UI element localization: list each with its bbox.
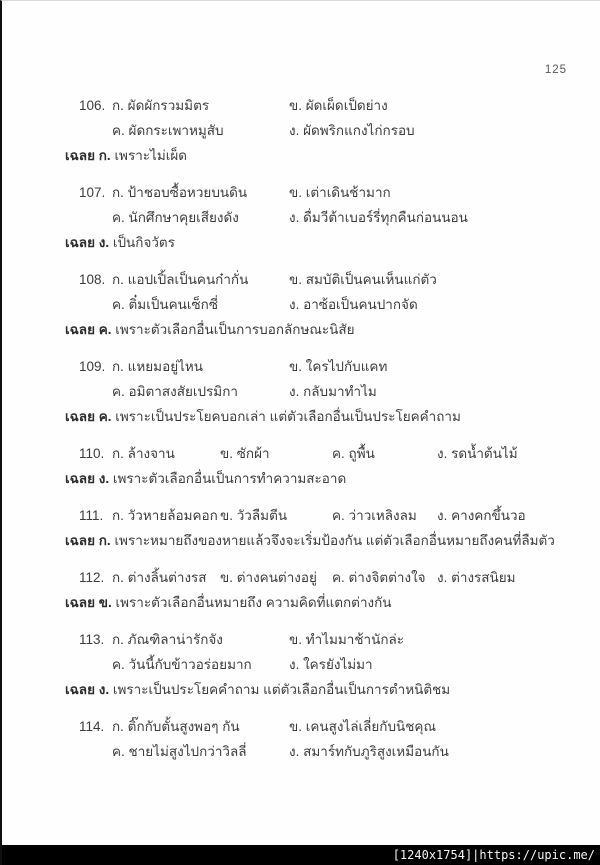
option-c: ค. อมิตาสงสัยเปรมิกา: [112, 384, 238, 399]
question-number: 109.: [79, 359, 106, 374]
answer-explanation: เพราะเป็นประโยคบอกเล่า แต่ตัวเลือกอื่นเป็นประโยคคำถาม: [115, 409, 461, 424]
option-b: ข. ต่างคนต่างอยู่: [220, 570, 317, 585]
answer-explanation: เป็นกิจวัตร: [112, 235, 175, 250]
answer-line: [65, 528, 572, 553]
answer-label: เฉลย ง.: [65, 682, 110, 697]
question-block-112: [65, 565, 572, 615]
indent-spacer: [65, 292, 112, 317]
option-c: ค. ผัดกระเพาหมูสับ: [112, 123, 224, 138]
answer-label: เฉลย ง.: [65, 235, 110, 250]
option-d: ง. กลับมาทำไม: [289, 384, 377, 399]
option-c: ค. ว่าวเหลิงลม: [332, 508, 417, 523]
question-block-109: [65, 354, 572, 429]
question-number: 111.: [79, 508, 104, 523]
option-c: ค. ชายไม่สูงไปกว่าวิลลี่: [112, 744, 247, 759]
image-host-watermark: [2, 845, 600, 865]
option-row: [65, 118, 572, 143]
option-d: ง. อาซ้อเป็นคนปากจัด: [289, 297, 418, 312]
option-row: [65, 180, 572, 205]
answer-line: [65, 317, 572, 342]
option-row: [65, 739, 572, 764]
option-a: ก. ล้างจาน: [112, 446, 175, 461]
answer-explanation: เพราะเป็นประโยคคำถาม แต่ตัวเลือกอื่นเป็นการตำหนิติชม: [112, 682, 451, 697]
answer-explanation: เพราะตัวเลือกอื่นเป็นการบอกลักษณะนิสัย: [115, 322, 355, 337]
option-b: ข. วัวลืมตีน: [220, 508, 288, 523]
option-row: [65, 93, 572, 118]
page-number: 125: [544, 64, 567, 76]
option-d: ง. คางคกขึ้นวอ: [437, 508, 526, 523]
question-block-108: [65, 267, 572, 342]
option-c: ค. ถูพื้น: [332, 446, 375, 461]
indent-spacer: [65, 118, 112, 143]
option-a: ก. วัวหายล้อมคอก: [112, 508, 218, 523]
option-b: ข. เต่าเดินช้ามาก: [289, 185, 391, 200]
option-a: ก. ต่างลิ้นต่างรส: [112, 570, 207, 585]
question-block-110: [65, 441, 572, 491]
option-row: [65, 503, 572, 528]
option-c: ค. ติ๋มเป็นคนเซ็กซี่: [112, 297, 218, 312]
indent-spacer: [65, 379, 112, 404]
question-number: 107.: [79, 185, 106, 200]
option-row: [65, 714, 572, 739]
option-b: ข. ซักผ้า: [220, 446, 270, 461]
answer-label: เฉลย ง.: [65, 471, 110, 486]
answer-sheet: [65, 93, 572, 776]
question-block-111: [65, 503, 572, 553]
option-row: [65, 205, 572, 230]
question-block-114: [65, 714, 572, 764]
question-number: 108.: [79, 272, 106, 287]
question-number: 114.: [79, 719, 105, 734]
option-a: ก. ผัดผักรวมมิตร: [112, 98, 210, 113]
option-a: ก. แหยมอยู่ไหน: [112, 359, 204, 374]
option-b: ข. ทำไมมาช้านักล่ะ: [289, 632, 405, 647]
answer-line: [65, 143, 572, 168]
option-d: ง. สมาร์ทกับภูริสูงเหมือนกัน: [289, 744, 449, 759]
answer-label: เฉลย ค.: [65, 409, 112, 424]
option-row: [65, 652, 572, 677]
answer-explanation: เพราะตัวเลือกอื่นเป็นการทำความสะอาด: [112, 471, 347, 486]
option-c: ค. นักศึกษาคุยเสียงดัง: [112, 210, 239, 225]
watermark-text: [1240x1754]|https://upic.me/: [392, 848, 595, 862]
question-number: 112.: [79, 570, 105, 585]
question-block-106: [65, 93, 572, 168]
answer-label: เฉลย ข.: [65, 595, 112, 610]
question-block-107: [65, 180, 572, 255]
option-row: [65, 354, 572, 379]
option-row: [65, 267, 572, 292]
answer-line: [65, 404, 572, 429]
option-b: ข. สมบัติเป็นคนเห็นแก่ตัว: [289, 272, 437, 287]
option-d: ง. ดื่มวีต้าเบอร์รี่ทุกคืนก่อนนอน: [289, 210, 468, 225]
option-row: [65, 379, 572, 404]
option-a: ก. แอปเปิ้ลเป็นคนก๋ากั่น: [112, 272, 249, 287]
question-number: 106.: [79, 98, 106, 113]
question-block-113: [65, 627, 572, 702]
indent-spacer: [65, 652, 112, 677]
option-a: ก. ภัณฑิลาน่ารักจัง: [112, 632, 223, 647]
answer-label: เฉลย ก.: [65, 533, 111, 548]
indent-spacer: [65, 739, 112, 764]
answer-label: เฉลย ค.: [65, 322, 112, 337]
option-row: [65, 627, 572, 652]
option-a: ก. ติ๊กกับตั้นสูงพอๆ กัน: [112, 719, 240, 734]
option-b: ข. เคนสูงไล่เลี่ยกับนิชคุณ: [289, 719, 436, 734]
option-b: ข. ใครไปกับแคท: [289, 359, 388, 374]
option-d: ง. ผัดพริกแกงไก่กรอบ: [289, 123, 415, 138]
indent-spacer: [65, 205, 112, 230]
answer-label: เฉลย ก.: [65, 148, 111, 163]
question-number: 110.: [79, 446, 105, 461]
option-row: [65, 441, 572, 466]
option-d: ง. ต่างรสนิยม: [437, 570, 516, 585]
option-row: [65, 292, 572, 317]
answer-line: [65, 230, 572, 255]
option-a: ก. ป้าชอบซื้อหวยบนดิน: [112, 185, 248, 200]
answer-line: [65, 590, 572, 615]
option-d: ง. รดน้ำต้นไม้: [437, 446, 518, 461]
answer-explanation: เพราะหมายถึงของหายแล้วจึงจะเริ่มป้องกัน แต่ตัวเลือกอื่นหมายถึงคนที่ลืมตัว: [114, 533, 555, 548]
answer-line: [65, 466, 572, 491]
option-d: ง. ใครยังไม่มา: [289, 657, 373, 672]
option-c: ค. วันนี้กับข้าวอร่อยมาก: [112, 657, 252, 672]
option-c: ค. ต่างจิตต่างใจ: [332, 570, 426, 585]
option-row: [65, 565, 572, 590]
answer-explanation: เพราะไม่เผ็ด: [114, 148, 188, 163]
answer-explanation: เพราะตัวเลือกอื่นหมายถึง ความคิดที่แตกต่างกัน: [115, 595, 392, 610]
question-number: 113.: [79, 632, 105, 647]
option-b: ข. ผัดเผ็ดเป็ดย่าง: [289, 98, 388, 113]
answer-line: [65, 677, 572, 702]
